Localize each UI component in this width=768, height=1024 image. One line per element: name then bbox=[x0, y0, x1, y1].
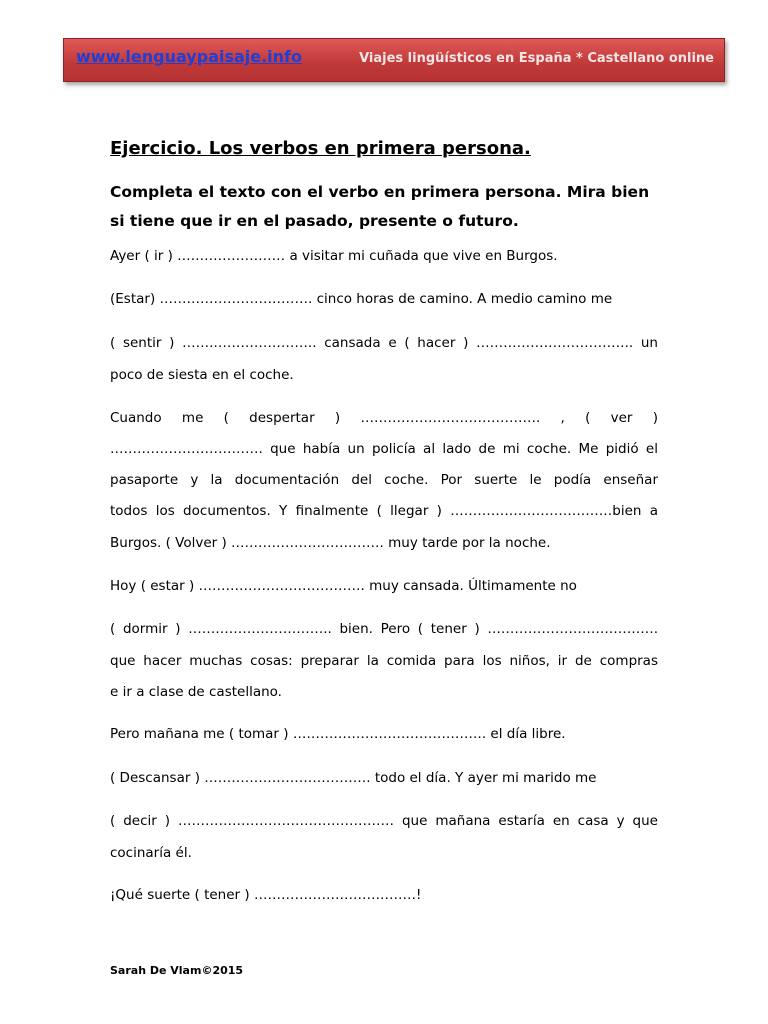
exercise-instructions: Completa el texto con el verbo en primera persona. Mira bien si tiene que ir en el pasado, presente o futuro. bbox=[110, 183, 650, 230]
text-line: cocinaría él. bbox=[110, 845, 192, 861]
text-line: Pero mañana me ( tomar ) ……………………………………. el día libre. bbox=[110, 726, 566, 742]
text-line: ……………………………. que había un policía al lado de mi coche. Me pidió el bbox=[110, 441, 658, 457]
text-line: que hacer muchas cosas: preparar la comida para los niños, ir de compras bbox=[110, 653, 658, 669]
site-link[interactable]: www.lenguaypaisaje.info bbox=[76, 47, 302, 66]
text-line: Ayer ( ir ) …………………… a visitar mi cuñada que vive en Burgos. bbox=[110, 248, 558, 264]
text-line: (Estar) ……………………………. cinco horas de camino. A medio camino me bbox=[110, 291, 613, 307]
text-line: ( decir ) ………………………………………… que mañana estaría en casa y que bbox=[110, 813, 658, 829]
text-line: todos los documentos. Y finalmente ( llegar ) ………………………………bien a bbox=[110, 503, 658, 519]
text-line: ( sentir ) …….………………….. cansada e ( hacer ) …………………………….. un bbox=[110, 335, 658, 351]
text-line: pasaporte y la documentación del coche. Por suerte le podía enseñar bbox=[110, 472, 658, 488]
text-line: ( Descansar ) ………………………………. todo el día. Y ayer mi marido me bbox=[110, 770, 597, 786]
exercise-title: Ejercicio. Los verbos en primera persona. bbox=[110, 138, 531, 159]
text-line: Hoy ( estar ) ………………………………. muy cansada. Últimamente no bbox=[110, 578, 577, 594]
header-banner bbox=[63, 38, 725, 82]
text-line: e ir a clase de castellano. bbox=[110, 684, 282, 700]
site-tagline: Viajes lingüísticos en España * Castellano online bbox=[359, 51, 714, 66]
copyright-footer: Sarah De Vlam©2015 bbox=[110, 964, 244, 977]
text-line: poco de siesta en el coche. bbox=[110, 367, 294, 383]
text-line: ¡Qué suerte ( tener ) ………………………………! bbox=[110, 887, 422, 903]
text-line: ( dormir ) ………………………….. bien. Pero ( tener ) ……………………….………. bbox=[110, 621, 658, 637]
text-line: Burgos. ( Volver ) ……………………………. muy tarde por la noche. bbox=[110, 535, 551, 551]
text-line: Cuando me ( despertar ) …………………………………. , ( ver ) bbox=[110, 410, 658, 426]
